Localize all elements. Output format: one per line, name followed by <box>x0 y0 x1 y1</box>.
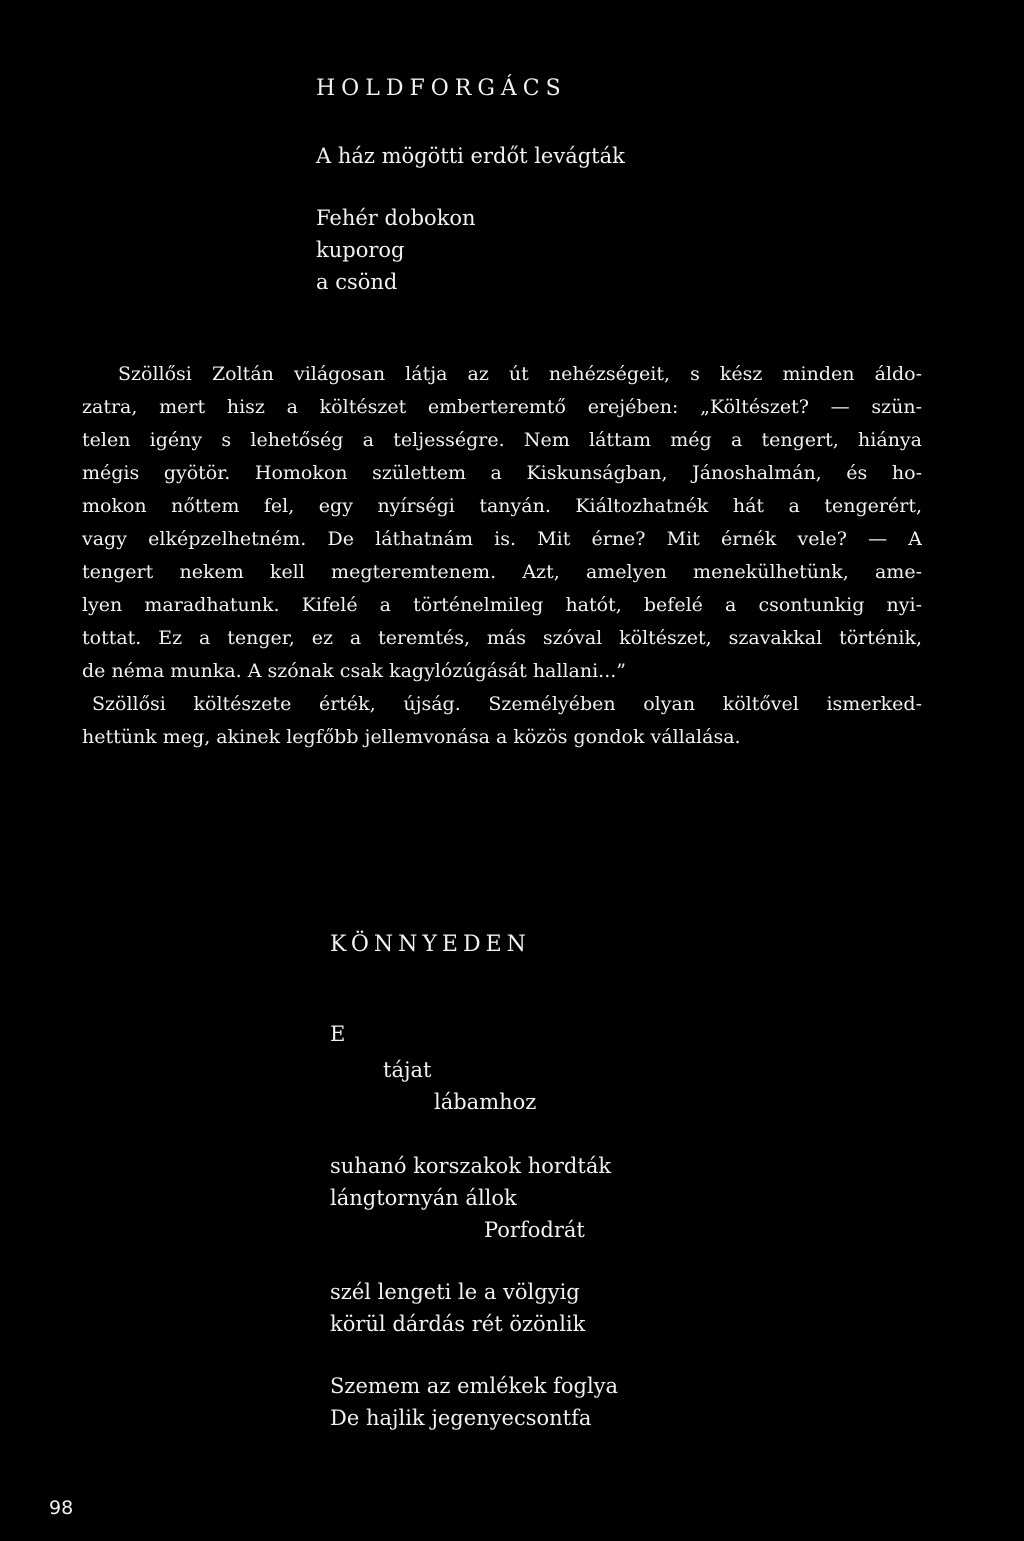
poem-line: Porfodrát <box>484 1218 585 1242</box>
prose-line: tottat. Ez a tenger, ez a teremtés, más szóval költészet, szavakkal történik, <box>82 627 922 649</box>
poem-line: Fehér dobokon <box>316 206 476 230</box>
poem-line: a csönd <box>316 270 398 294</box>
prose-line: vagy elképzelhetném. De láthatnám is. Mit érne? Mit érnék vele? — A <box>82 528 922 550</box>
prose-line: de néma munka. A szónak csak kagylózúgását hallani...” <box>82 660 627 682</box>
poem-line: lábamhoz <box>434 1090 537 1114</box>
prose-line: mokon nőttem fel, egy nyírségi tanyán. Kiáltozhatnék hát a tengerért, <box>82 495 922 517</box>
prose-line: Szöllősi költészete érték, újság. Személyében olyan költővel ismerked- <box>92 693 922 715</box>
prose-line: zatra, mert hisz a költészet emberteremtő erejében: „Költészet? — szün- <box>82 396 922 418</box>
poem-line: Szemem az emlékek foglya <box>330 1374 619 1398</box>
poem-line: körül dárdás rét özönlik <box>330 1312 586 1336</box>
poem-line: tájat <box>383 1058 432 1082</box>
prose-line: telen igény s lehetőség a teljességre. Nem láttam még a tengert, hiánya <box>82 429 922 451</box>
poem-title-holdforgacs: HOLDFORGÁCS <box>316 76 567 101</box>
poem-line: kuporog <box>316 238 405 262</box>
prose-line: hettünk meg, akinek legfőbb jellemvonása a közös gondok vállalása. <box>82 726 741 748</box>
poem-line: De hajlik jegenyecsontfa <box>330 1406 592 1430</box>
poem-line: szél lengeti le a völgyig <box>330 1280 580 1304</box>
poem-title-konnyeden: KÖNNYEDEN <box>330 932 531 957</box>
prose-line: lyen maradhatunk. Kifelé a történelmileg hatót, befelé a csontunkig nyi- <box>82 594 922 616</box>
page-number: 98 <box>49 1497 74 1519</box>
poem-line: lángtornyán állok <box>330 1186 517 1210</box>
poem-line: E <box>330 1022 346 1046</box>
prose-line: tengert nekem kell megteremtenem. Azt, amelyen menekülhetünk, ame- <box>82 561 922 583</box>
poem-line: suhanó korszakok hordták <box>330 1154 612 1178</box>
prose-line: mégis gyötör. Homokon születtem a Kiskunságban, Jánoshalmán, és ho- <box>82 462 922 484</box>
prose-line: Szöllősi Zoltán világosan látja az út nehézségeit, s kész minden áldo- <box>118 363 922 385</box>
poem-line: A ház mögötti erdőt levágták <box>316 144 625 168</box>
